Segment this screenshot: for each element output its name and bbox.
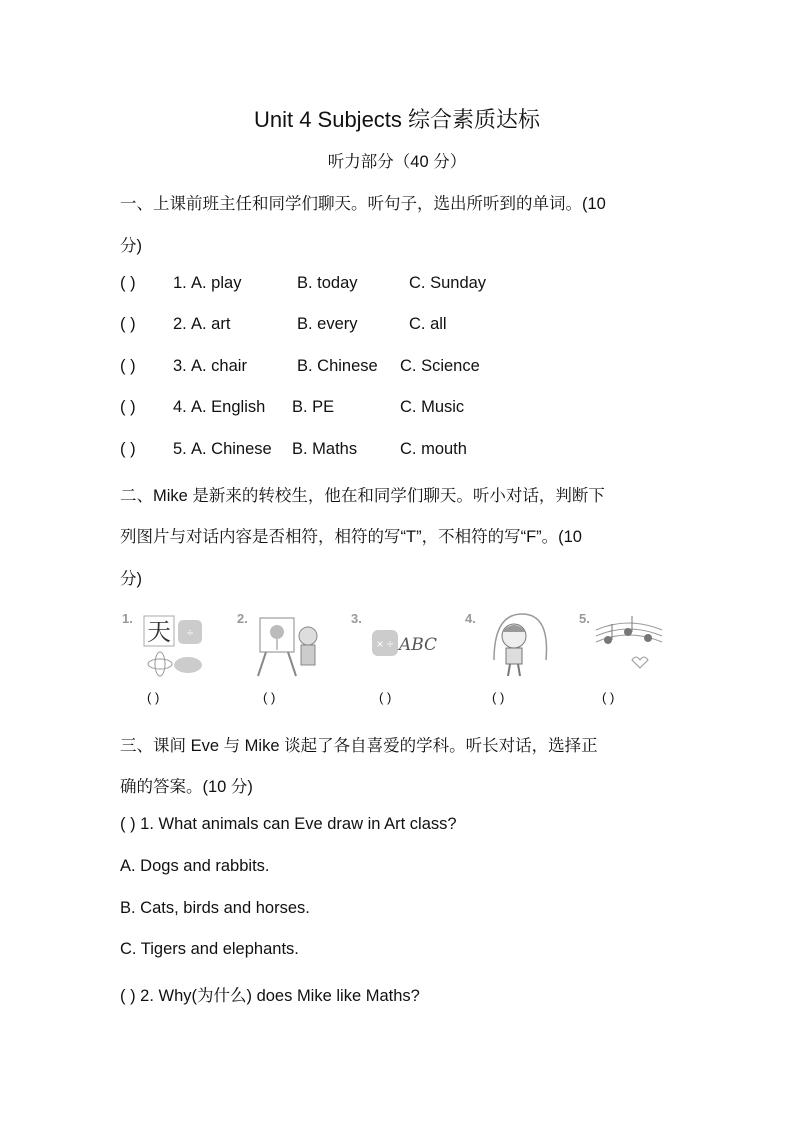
question-number: 2. [173, 315, 187, 333]
answer-blank[interactable]: ( ) [120, 274, 136, 292]
answer-blank[interactable]: ( ) [120, 315, 136, 333]
option-c: C. Sunday [409, 274, 487, 292]
question-number: 5. [173, 440, 187, 458]
answer-blank[interactable]: ( ) [602, 690, 615, 705]
question-1-option-b: B. Cats, birds and horses. [120, 899, 310, 917]
chinese-character: 天 [147, 618, 171, 646]
option-c: C. all [409, 315, 447, 333]
answer-blank[interactable]: ( ) [147, 690, 160, 705]
option-a: A. Chinese [191, 440, 272, 458]
answer-blank[interactable]: ( ) [263, 690, 276, 705]
maths-english-picture [366, 610, 438, 680]
answer-blank[interactable]: ( ) [492, 690, 505, 705]
abc-text: ABC [398, 635, 438, 655]
option-a: A. English [191, 398, 266, 416]
option-b: B. today [297, 274, 358, 292]
picture-number: 4. [465, 611, 476, 626]
option-a: A. art [191, 315, 231, 333]
section1-heading: 一、上课前班主任和同学们聊天。听句子，选出所听到的单词。(10 [120, 195, 606, 213]
option-b: B. every [297, 315, 358, 333]
section3-heading: 三、课间 Eve 与 Mike 谈起了各自喜爱的学科。听长对话，选择正 [120, 737, 598, 755]
picture-number: 3. [351, 611, 362, 626]
option-a: A. chair [191, 357, 247, 375]
art-easel-picture [252, 610, 324, 680]
chinese-science-picture [138, 610, 210, 680]
option-a: A. play [191, 274, 242, 292]
picture-number: 5. [579, 611, 590, 626]
section2-heading-end: 分) [120, 570, 142, 588]
question-1-option-c: C. Tigers and elephants. [120, 940, 299, 958]
question-number: 3. [173, 357, 187, 375]
answer-blank[interactable]: ( ) [379, 690, 392, 705]
option-c: C. Science [400, 357, 480, 375]
option-b: B. Maths [292, 440, 358, 458]
section2-heading: 二、Mike 是新来的转校生，他在和同学们聊天。听小对话，判断下 [120, 487, 605, 505]
section1-heading-cont: 分) [120, 237, 142, 255]
option-b: B. PE [292, 398, 335, 416]
question-2: ( ) 2. Why(为什么) does Mike like Maths? [120, 987, 420, 1005]
section3-heading-cont: 确的答案。(10 分) [120, 778, 253, 796]
question-1: ( ) 1. What animals can Eve draw in Art class? [120, 815, 457, 833]
answer-blank[interactable]: ( ) [120, 440, 136, 458]
option-c: C. Music [400, 398, 465, 416]
answer-blank[interactable]: ( ) [120, 398, 136, 416]
section2-heading-cont: 列图片与对话内容是否相符，相符的写“T”，不相符的写“F”。(10 [120, 528, 582, 546]
svg-text:÷: ÷ [186, 626, 194, 640]
music-notes-picture [592, 610, 664, 680]
svg-text:× ÷: × ÷ [376, 637, 394, 651]
picture-number: 2. [237, 611, 248, 626]
girl-jump-rope-picture [484, 610, 556, 680]
option-b: B. Chinese [297, 357, 378, 375]
option-c: C. mouth [400, 440, 467, 458]
question-number: 4. [173, 398, 187, 416]
picture-number: 1. [122, 611, 133, 626]
question-number: 1. [173, 274, 187, 292]
page-subtitle: 听力部分（40 分） [327, 153, 467, 171]
page-title: Unit 4 Subjects 综合素质达标 [253, 107, 541, 132]
answer-blank[interactable]: ( ) [120, 357, 136, 375]
question-1-option-a: A. Dogs and rabbits. [120, 857, 270, 875]
